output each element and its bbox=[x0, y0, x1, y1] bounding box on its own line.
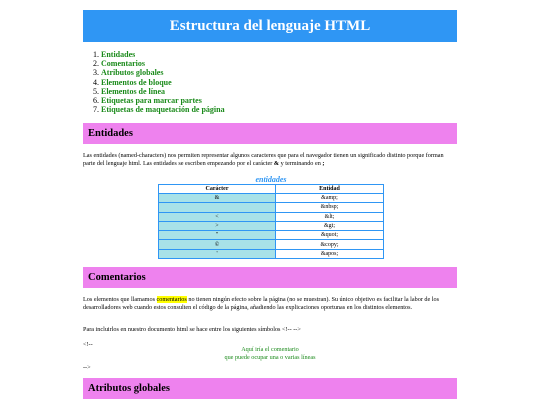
table-row: > &gt; bbox=[159, 221, 384, 230]
section-heading-entidades: Entidades bbox=[83, 123, 457, 144]
toc-item-bloque[interactable]: 4. Elementos de bloque bbox=[93, 77, 172, 87]
section-heading-comentarios: Comentarios bbox=[83, 267, 457, 288]
table-row: &nbsp; bbox=[159, 203, 384, 212]
table-header-caracter: Carácter bbox=[159, 185, 276, 194]
comment-open: <!-- bbox=[83, 341, 93, 348]
section-heading-atributos: Atributos globales bbox=[83, 378, 457, 399]
page-title-banner bbox=[83, 10, 457, 42]
toc-item-maquetacion[interactable]: 7. Etiquetas de maquetación de página bbox=[93, 105, 225, 115]
comment-close: --> bbox=[83, 364, 91, 371]
entities-table-caption: entidades bbox=[255, 175, 287, 184]
table-row: < &lt; bbox=[159, 212, 384, 221]
comentarios-syntax: Para incluirlos en nuestro documento html se hace entre los siguientes símbolos <!-- --> bbox=[83, 326, 301, 333]
table-row: & &amp; bbox=[159, 194, 384, 203]
entidades-intro: Las entidades (named-characters) nos permiten representar algunos caracteres que para el navegador tienen un significado distinto porque forman parte del lenguaje html. Las entidades se escriben empezando por el carácter & y terminando en ; bbox=[83, 152, 444, 168]
page-title: Estructura del lenguaje HTML bbox=[169, 18, 371, 34]
toc-item-linea[interactable]: 5. Elementos de línea bbox=[93, 86, 165, 96]
toc-item-atributos[interactable]: 3. Atributos globales bbox=[93, 68, 164, 78]
table-header-entidad: Entidad bbox=[276, 185, 384, 194]
table-of-contents bbox=[93, 50, 225, 114]
toc-item-partes[interactable]: 6. Etiquetas para marcar partes bbox=[93, 96, 202, 106]
table-row: " &quot; bbox=[159, 231, 384, 240]
table-row: © &copy; bbox=[159, 240, 384, 249]
comment-example: Aquí iría el comentario que puede ocupar una o varias líneas bbox=[224, 346, 316, 362]
entities-table bbox=[158, 184, 384, 259]
toc-item-entidades[interactable]: 1. Entidades bbox=[93, 50, 136, 59]
comentarios-intro: Los elementos que llamamos comentarios no tienen ningún efecto sobre la página (no se muestran). Su único objetivo es facilitar la labor de los desarrolladores web cuando estos consulten el código de la página, añadiendo las explicaciones oportunas en los distintos elementos. bbox=[83, 296, 440, 312]
toc-item-comentarios[interactable]: 2. Comentarios bbox=[93, 59, 145, 69]
highlight-comentarios: comentarios bbox=[156, 296, 187, 303]
table-row: ' &apos; bbox=[159, 249, 384, 258]
